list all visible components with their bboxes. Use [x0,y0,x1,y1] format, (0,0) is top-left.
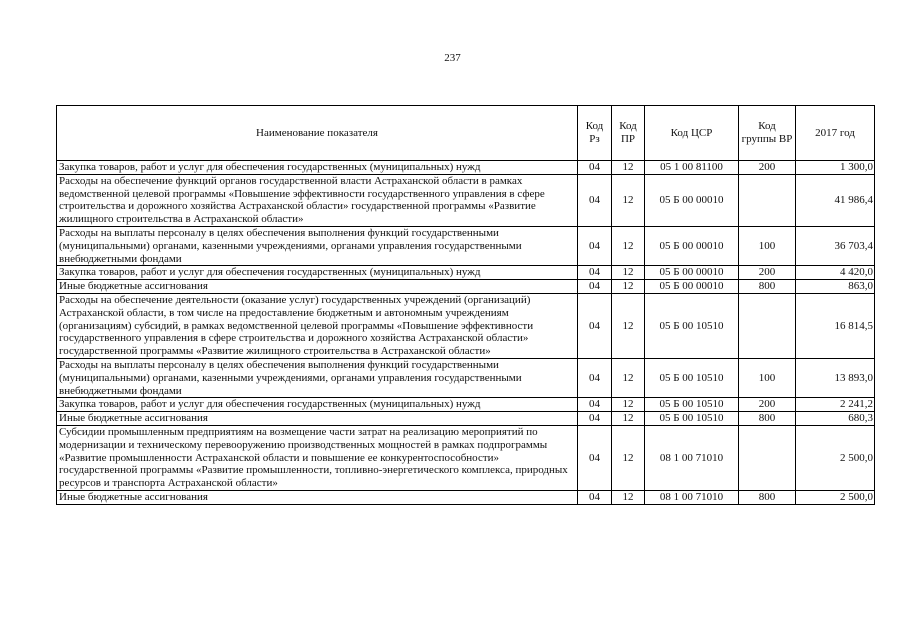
row-rz: 04 [578,161,612,175]
row-name: Иные бюджетные ассигнования [57,280,578,294]
row-pr: 12 [612,490,645,504]
row-vr: 200 [739,398,796,412]
row-csr: 05 Б 00 00010 [645,226,739,265]
row-name: Расходы на выплаты персоналу в целях обеспечения выполнения функций государственными (муниципальными) органами, казенными учреждениями, органами управления государственными внебюджетными фондами [57,358,578,397]
row-name: Закупка товаров, работ и услуг для обеспечения государственных (муниципальных) нужд [57,161,578,175]
row-vr: 800 [739,280,796,294]
table-row [57,398,875,412]
row-csr: 05 Б 00 10510 [645,398,739,412]
row-rz: 04 [578,358,612,397]
row-value: 16 814,5 [796,293,875,358]
row-value: 4 420,0 [796,266,875,280]
row-vr: 100 [739,226,796,265]
row-pr: 12 [612,161,645,175]
row-value: 2 500,0 [796,490,875,504]
header-name: Наименование показателя [57,106,578,161]
row-vr [739,425,796,490]
row-name: Субсидии промышленным предприятиям на возмещение части затрат на реализацию мероприятий по модернизации и техническому перевооружению производственных мощностей в рамках подпрограммы «Развитие промышленности Астраханской области и повышение ее конкурентоспособности» государственной программы «Развитие промышленности, топливно-энергетического комплекса, природных ресурсов и транспорта Астраханской области» [57,425,578,490]
row-rz: 04 [578,280,612,294]
row-csr: 05 Б 00 00010 [645,280,739,294]
budget-table [56,105,875,505]
row-value: 2 500,0 [796,425,875,490]
header-vr: Код группы ВР [739,106,796,161]
row-csr: 05 Б 00 00010 [645,174,739,226]
row-csr: 05 1 00 81100 [645,161,739,175]
row-name: Закупка товаров, работ и услуг для обеспечения государственных (муниципальных) нужд [57,398,578,412]
row-pr: 12 [612,226,645,265]
header-pr: Код ПР [612,106,645,161]
row-name: Иные бюджетные ассигнования [57,490,578,504]
table-row [57,425,875,490]
row-vr: 800 [739,490,796,504]
row-rz: 04 [578,412,612,426]
row-value: 36 703,4 [796,226,875,265]
page-number: 237 [444,52,461,64]
table-row [57,412,875,426]
row-value: 1 300,0 [796,161,875,175]
header-csr: Код ЦСР [645,106,739,161]
row-vr: 100 [739,358,796,397]
row-value: 680,3 [796,412,875,426]
row-rz: 04 [578,266,612,280]
row-pr: 12 [612,398,645,412]
row-pr: 12 [612,293,645,358]
row-pr: 12 [612,174,645,226]
row-value: 41 986,4 [796,174,875,226]
table-row [57,161,875,175]
row-rz: 04 [578,398,612,412]
row-vr: 200 [739,266,796,280]
row-pr: 12 [612,412,645,426]
header-year: 2017 год [796,106,875,161]
row-rz: 04 [578,425,612,490]
table-row [57,280,875,294]
table-row [57,358,875,397]
row-name: Расходы на обеспечение функций органов государственной власти Астраханской области в рамках ведомственной целевой программы «Повышение эффективности государственного управления в сфере строительства и дорожного хозяйства Астраханской области» государственной программы «Развитие жилищного строительства в Астраханской области» [57,174,578,226]
row-value: 13 893,0 [796,358,875,397]
row-rz: 04 [578,174,612,226]
row-pr: 12 [612,358,645,397]
table-row [57,266,875,280]
row-vr: 200 [739,161,796,175]
row-csr: 08 1 00 71010 [645,490,739,504]
table-row [57,174,875,226]
row-csr: 05 Б 00 10510 [645,358,739,397]
row-csr: 05 Б 00 10510 [645,412,739,426]
row-name: Расходы на выплаты персоналу в целях обеспечения выполнения функций государственными (муниципальными) органами, казенными учреждениями, органами управления государственными внебюджетными фондами [57,226,578,265]
row-vr [739,174,796,226]
row-name: Иные бюджетные ассигнования [57,412,578,426]
table-row [57,293,875,358]
row-pr: 12 [612,266,645,280]
row-rz: 04 [578,226,612,265]
row-name: Расходы на обеспечение деятельности (оказание услуг) государственных учреждений (организаций) Астраханской области, в том числе на предоставление бюджетным и автономным учреждениям (организациям) субсидий, в рамках ведомственной целевой программы «Повышение эффективности государственного управления в сфере строительства и дорожного хозяйства Астраханской области» государственной программы «Развитие жилищного строительства в Астраханской области» [57,293,578,358]
row-vr: 800 [739,412,796,426]
row-csr: 05 Б 00 00010 [645,266,739,280]
row-rz: 04 [578,293,612,358]
table-row [57,226,875,265]
row-pr: 12 [612,280,645,294]
row-pr: 12 [612,425,645,490]
row-rz: 04 [578,490,612,504]
table-row [57,490,875,504]
row-value: 863,0 [796,280,875,294]
row-vr [739,293,796,358]
row-csr: 05 Б 00 10510 [645,293,739,358]
row-value: 2 241,2 [796,398,875,412]
row-name: Закупка товаров, работ и услуг для обеспечения государственных (муниципальных) нужд [57,266,578,280]
header-rz: Код Рз [578,106,612,161]
row-csr: 08 1 00 71010 [645,425,739,490]
